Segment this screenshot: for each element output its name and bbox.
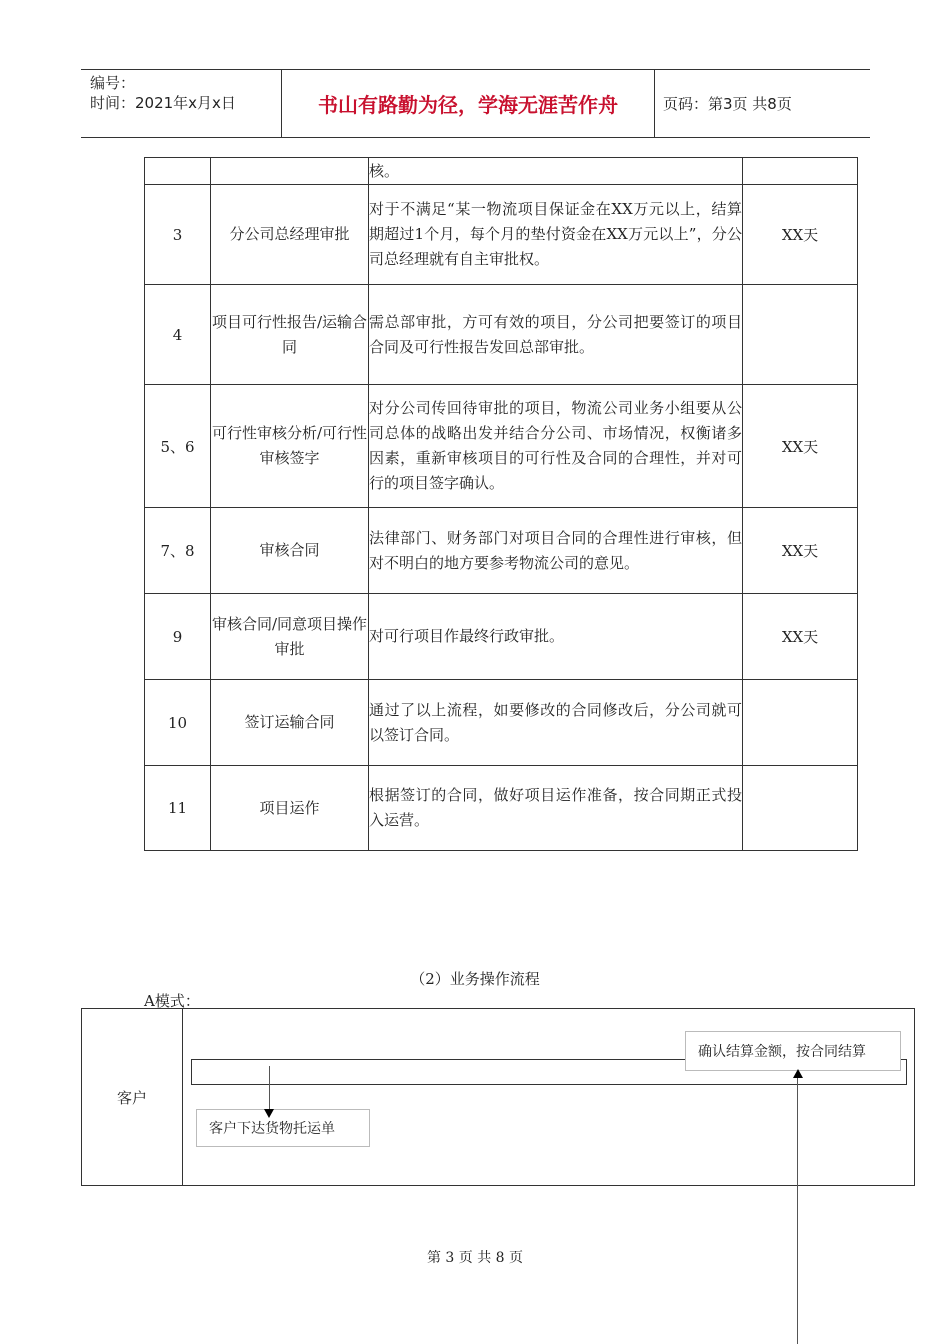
step-name: 审核合同/同意项目操作审批 <box>211 594 369 680</box>
step-name: 分公司总经理审批 <box>211 185 369 285</box>
step-duration <box>743 766 858 851</box>
up-connector-line <box>797 1076 798 1344</box>
step-number <box>145 158 211 185</box>
step-description: 法律部门、财务部门对项目合同的合理性进行审核，但对不明白的地方要参考物流公司的意见。 <box>369 508 743 594</box>
step-duration <box>743 680 858 766</box>
table-row <box>145 594 858 680</box>
order-box <box>196 1109 370 1147</box>
step-description: 根据签订的合同，做好项目运作准备，按合同期正式投入运营。 <box>369 766 743 851</box>
date-line: 时间：2021年x月x日 <box>90 94 236 112</box>
step-name: 项目运作 <box>211 766 369 851</box>
step-description: 对于不满足“某一物流项目保证金在XX万元以上，结算期超过1个月，每个月的垫付资金在XX万元以上”，分公司总经理就有自主审批权。 <box>369 185 743 285</box>
arrow-down-icon <box>264 1109 274 1118</box>
down-connector-line <box>269 1066 270 1110</box>
step-number: 3 <box>145 185 211 285</box>
settlement-box <box>685 1031 901 1071</box>
section-title: （2）业务操作流程 <box>410 970 540 988</box>
step-number: 9 <box>145 594 211 680</box>
step-duration <box>743 158 858 185</box>
step-name: 审核合同 <box>211 508 369 594</box>
table-row <box>145 680 858 766</box>
page-info-text: 页码：第3页 共8页 <box>663 95 792 113</box>
step-duration <box>743 285 858 385</box>
step-description: 对可行项目作最终行政审批。 <box>369 594 743 680</box>
mode-label: A模式： <box>144 992 200 1010</box>
process-table <box>144 157 858 851</box>
lane-label-text: 客户 <box>116 1088 147 1107</box>
page-footer: 第 3 页 共 8 页 <box>426 1250 524 1266</box>
step-number: 5、6 <box>145 385 211 508</box>
step-duration: XX天 <box>743 385 858 508</box>
step-description: 通过了以上流程，如要修改的合同修改后，分公司就可以签订合同。 <box>369 680 743 766</box>
step-duration: XX天 <box>743 508 858 594</box>
step-name: 可行性审核分析/可行性审核签字 <box>211 385 369 508</box>
step-number: 4 <box>145 285 211 385</box>
header-page-info <box>663 70 870 137</box>
table-row <box>145 158 858 185</box>
step-name: 签订运输合同 <box>211 680 369 766</box>
step-duration: XX天 <box>743 594 858 680</box>
lane-label <box>82 1009 183 1185</box>
document-header <box>81 69 870 138</box>
flow-diagram <box>81 1008 915 1186</box>
step-description: 核。 <box>369 158 743 185</box>
number-label: 编号： <box>90 74 136 92</box>
table-row <box>145 385 858 508</box>
header-meta <box>81 70 282 137</box>
step-name <box>211 158 369 185</box>
motto-text: 书山有路勤为径，学海无涯苦作舟 <box>318 93 618 117</box>
header-motto <box>282 70 655 137</box>
arrow-up-icon <box>793 1069 803 1078</box>
settlement-box-text: 确认结算金额，按合同结算 <box>698 1044 866 1060</box>
step-name: 项目可行性报告/运输合同 <box>211 285 369 385</box>
step-duration: XX天 <box>743 185 858 285</box>
step-number: 10 <box>145 680 211 766</box>
step-description: 需总部审批，方可有效的项目，分公司把要签订的项目合同及可行性报告发回总部审批。 <box>369 285 743 385</box>
step-description: 对分公司传回待审批的项目，物流公司业务小组要从公司总体的战略出发并结合分公司、市场情况，权衡诸多因素，重新审核项目的可行性及合同的合理性，并对可行的项目签字确认。 <box>369 385 743 508</box>
step-number: 11 <box>145 766 211 851</box>
order-box-text: 客户下达货物托运单 <box>209 1121 335 1137</box>
table-row <box>145 766 858 851</box>
table-row <box>145 185 858 285</box>
table-row <box>145 508 858 594</box>
step-number: 7、8 <box>145 508 211 594</box>
table-row <box>145 285 858 385</box>
